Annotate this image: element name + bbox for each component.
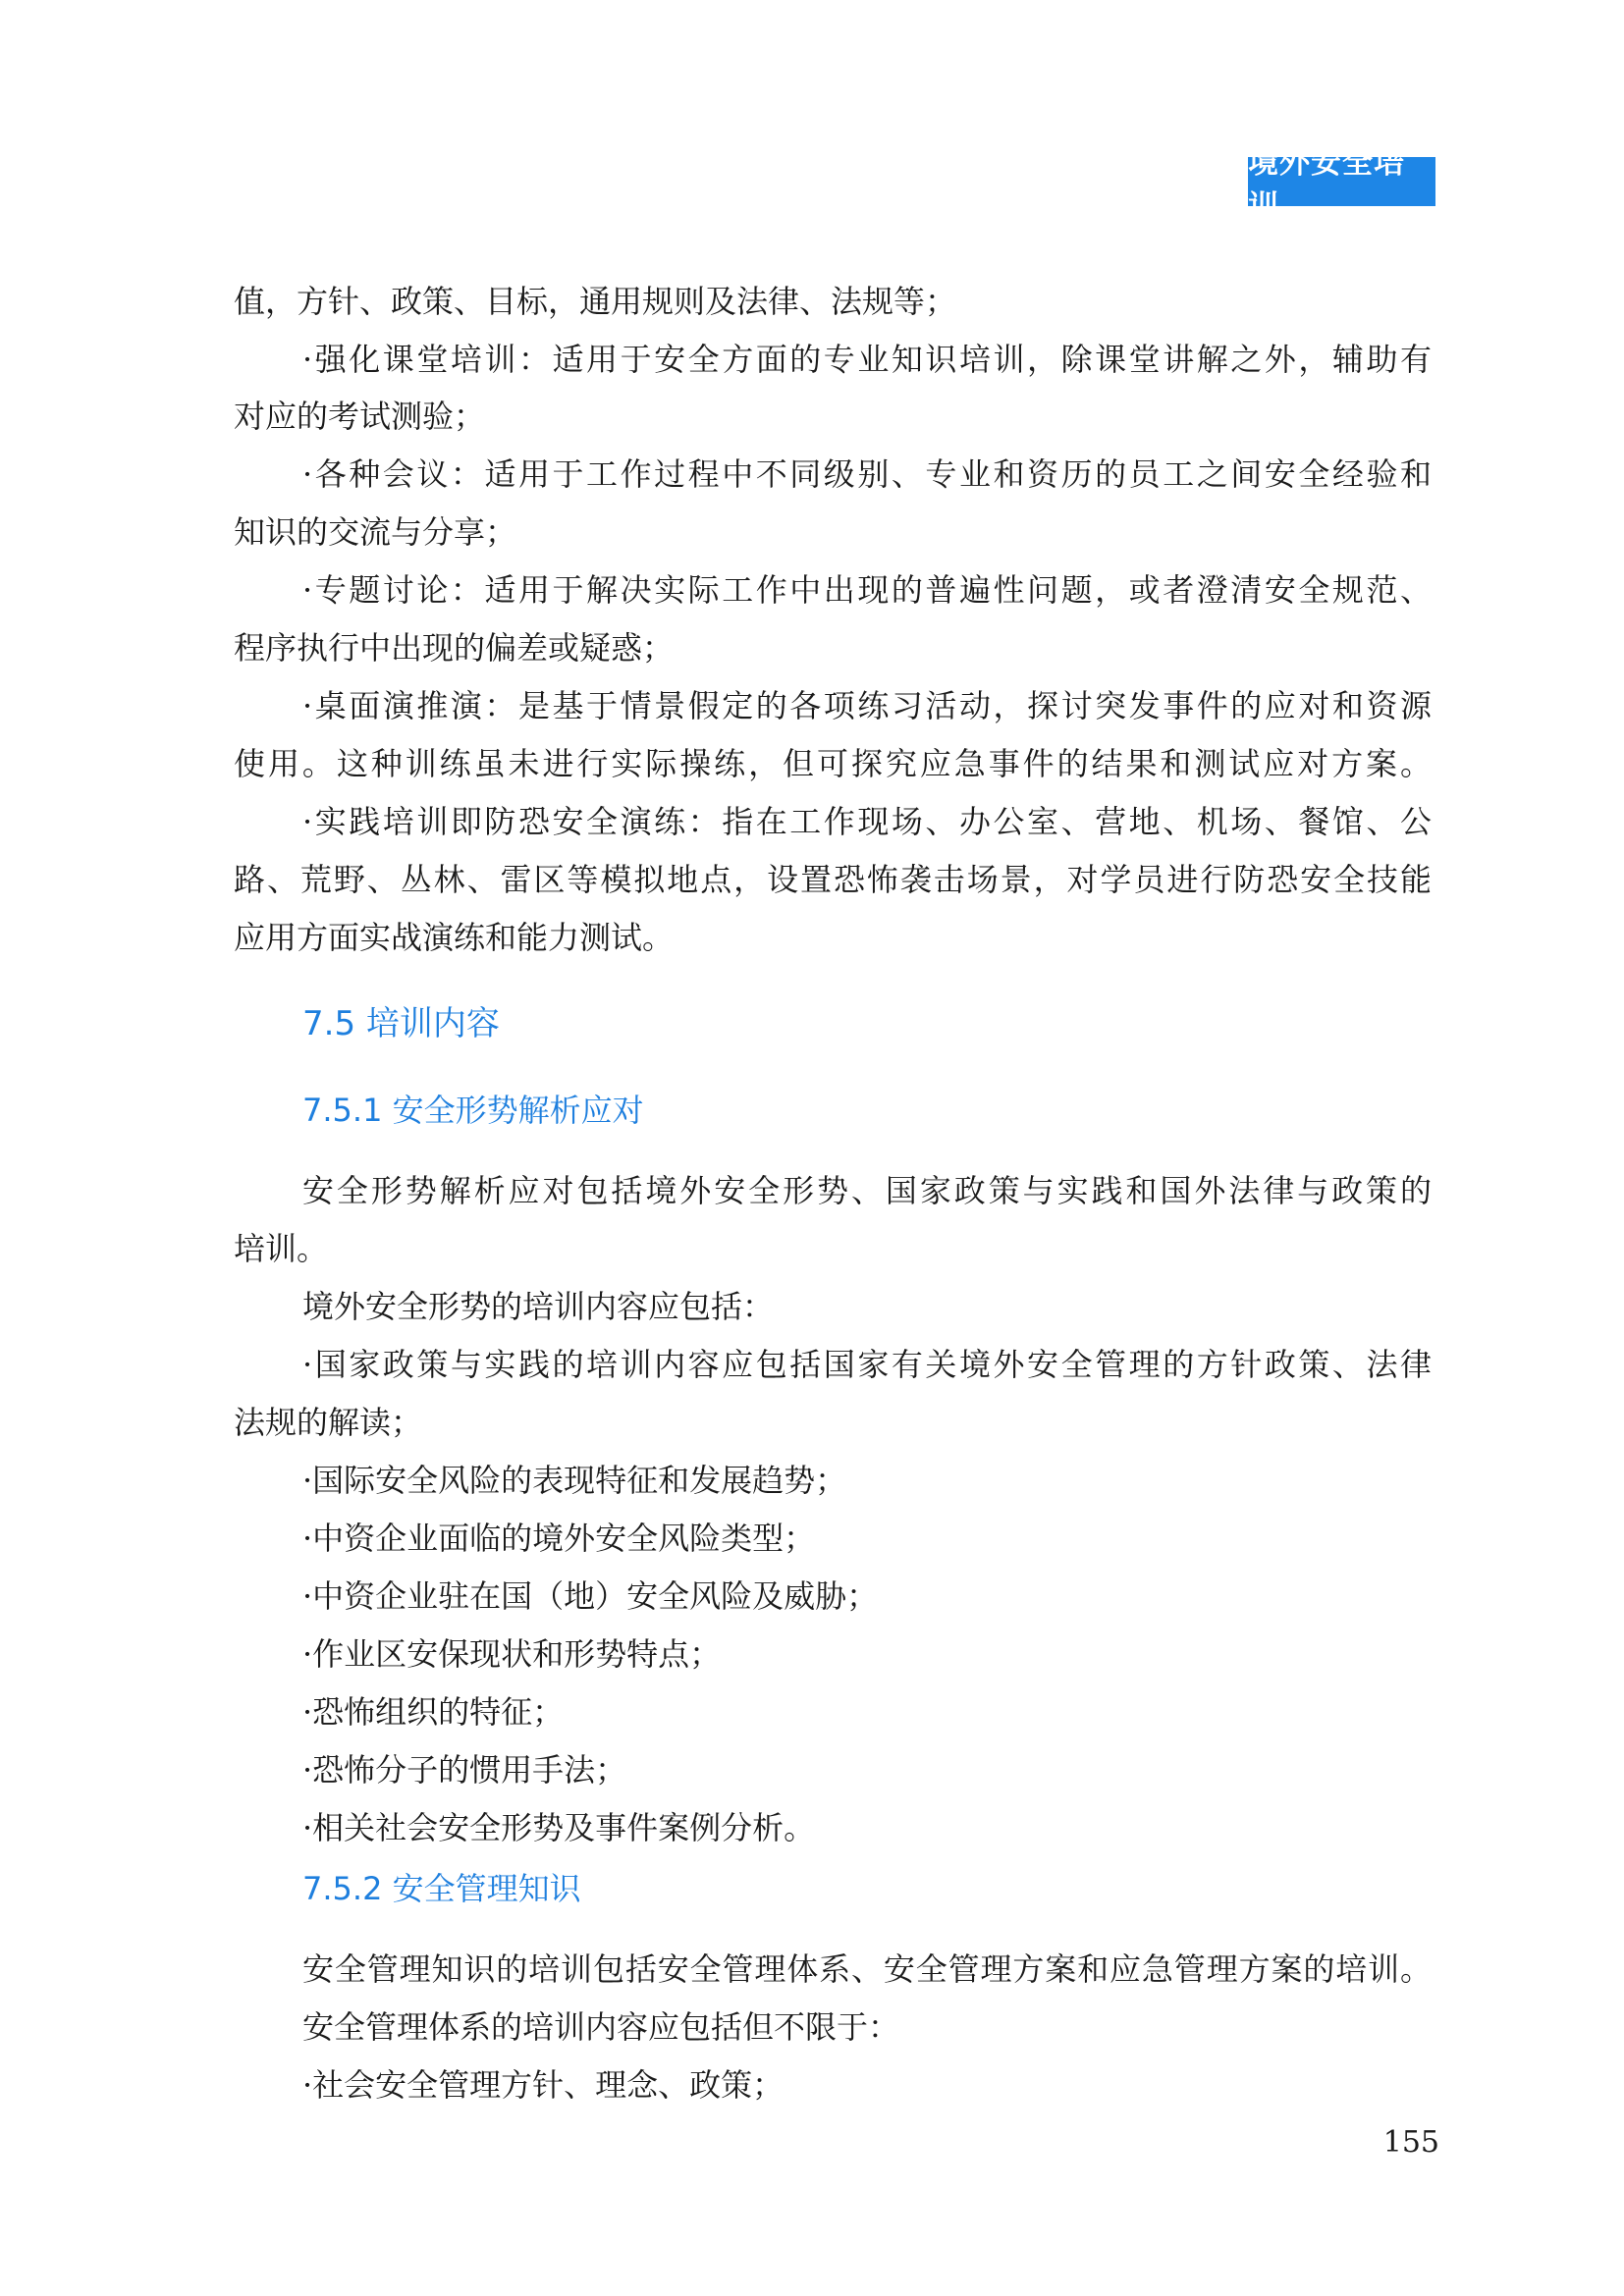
paragraph-line: 对应的考试测验； (234, 398, 486, 435)
paragraph-line: 值，方针、政策、目标，通用规则及法律、法规等； (234, 283, 957, 320)
paragraph-line: 境外安全形势的培训内容应包括： (302, 1288, 775, 1325)
section-heading-7-5: 7.5 培训内容 (302, 1004, 500, 1043)
paragraph-line: 路、荒野、丛林、雷区等模拟地点，设置恐怖袭击场景，对学员进行防恐安全技能 (234, 861, 1432, 898)
paragraph-line: 安全管理知识的培训包括安全管理体系、安全管理方案和应急管理方案的培训。 (302, 1950, 1432, 1988)
paragraph-line: ·实践培训即防恐安全演练：指在工作现场、办公室、营地、机场、餐馆、公 (302, 803, 1432, 840)
paragraph-line: 知识的交流与分享； (234, 513, 517, 551)
list-item: ·社会安全管理方针、理念、政策； (302, 2066, 785, 2104)
page-number: 155 (1382, 2125, 1439, 2160)
list-item: ·中资企业驻在国（地）安全风险及威胁； (302, 1577, 879, 1615)
paragraph-line: ·各种会议：适用于工作过程中不同级别、专业和资历的员工之间安全经验和 (302, 455, 1432, 493)
paragraph-line: 应用方面实战演练和能力测试。 (234, 919, 675, 956)
paragraph-line: 培训。 (234, 1230, 329, 1267)
paragraph-line: ·强化课堂培训：适用于安全方面的专业知识培训，除课堂讲解之外，辅助有 (302, 341, 1432, 378)
paragraph-line: ·专题讨论：适用于解决实际工作中出现的普遍性问题，或者澄清安全规范、 (302, 571, 1432, 609)
list-item: ·恐怖分子的惯用手法； (302, 1751, 627, 1789)
paragraph-line: ·桌面演推演：是基于情景假定的各项练习活动，探讨突发事件的应对和资源 (302, 687, 1432, 724)
section-tag: 境外安全培训 (1248, 157, 1435, 206)
paragraph-line: 安全形势解析应对包括境外安全形势、国家政策与实践和国外法律与政策的 (302, 1172, 1432, 1209)
subsection-heading-7-5-1: 7.5.1 安全形势解析应对 (302, 1092, 644, 1129)
paragraph-line: 使用。这种训练虽未进行实际操练，但可探究应急事件的结果和测试应对方案。 (234, 745, 1432, 782)
list-item: ·国家政策与实践的培训内容应包括国家有关境外安全管理的方针政策、法律 (302, 1346, 1432, 1383)
list-item: ·中资企业面临的境外安全风险类型； (302, 1520, 816, 1557)
list-item: ·相关社会安全形势及事件案例分析。 (302, 1809, 816, 1846)
list-item: ·国际安全风险的表现特征和发展趋势； (302, 1462, 847, 1499)
list-item: 法规的解读； (234, 1404, 423, 1441)
paragraph-line: 安全管理体系的培训内容应包括但不限于： (302, 2008, 900, 2046)
list-item: ·作业区安保现状和形势特点； (302, 1635, 722, 1673)
paragraph-line: 程序执行中出现的偏差或疑惑； (234, 629, 675, 667)
subsection-heading-7-5-2: 7.5.2 安全管理知识 (302, 1870, 581, 1907)
list-item: ·恐怖组织的特征； (302, 1693, 565, 1731)
